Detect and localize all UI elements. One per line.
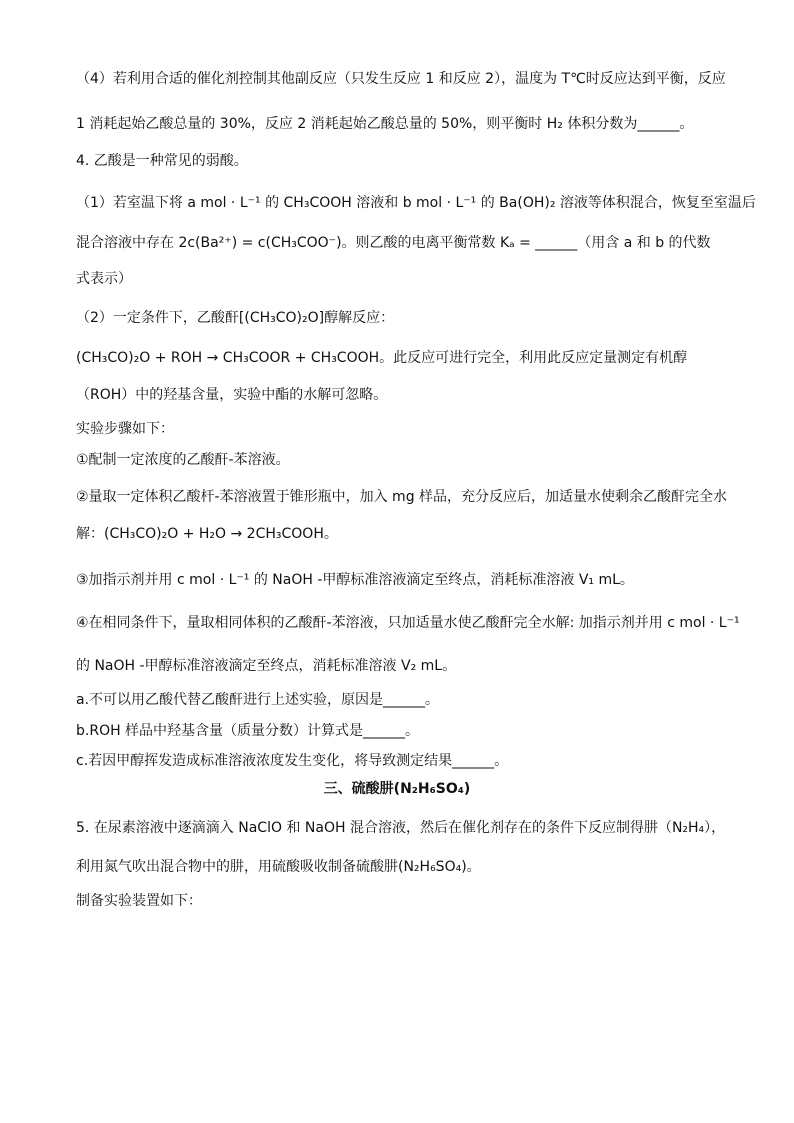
question-4-title: 4. 乙酸是一种常见的弱酸。 <box>76 153 248 169</box>
question-5-line-1: 5. 在尿素溶液中逐滴滴入 NaClO 和 NaOH 混合溶液，然后在催化剂存在的条件下反应制得肼（N₂H₄）， <box>76 820 726 836</box>
q4-1-line-3: 式表示） <box>76 271 132 287</box>
step-1: ①配制一定浓度的乙酸酐-苯溶液。 <box>76 452 290 468</box>
q4-1-line-2: 混合溶液中存在 2c(Ba²⁺) = c(CH₃COO⁻)。则乙酸的电离平衡常数 Kₐ = ______（用含 a 和 b 的代数 <box>76 235 711 251</box>
q4-2-line-1: （2）一定条件下，乙酸酐[(CH₃CO)₂O]醇解反应： <box>76 310 395 326</box>
step-4-line-1: ④在相同条件下，量取相同体积的乙酸酐-苯溶液，只加适量水使乙酸酐完全水解: 加指示剂并用 c mol · L⁻¹ <box>76 615 740 631</box>
sub-question-c: c.若因甲醇挥发造成标准溶液浓度发生变化，将导致测定结果______。 <box>76 753 509 769</box>
sub-question-a: a.不可以用乙酸代替乙酸酐进行上述实验，原因是______。 <box>76 692 440 708</box>
step-2-line-2: 解：(CH₃CO)₂O + H₂O → 2CH₃COOH。 <box>76 526 338 542</box>
q4-line-1: （4）若利用合适的催化剂控制其他副反应（只发生反应 1 和反应 2），温度为 T℃时反应达到平衡，反应 <box>76 71 726 87</box>
step-4-line-2: 的 NaOH -甲醇标准溶液滴定至终点，消耗标准溶液 V₂ mL。 <box>76 658 457 674</box>
q4-line-2: 1 消耗起始乙酸总量的 30%，反应 2 消耗起始乙酸总量的 50%，则平衡时 H₂ 体积分数为______。 <box>76 116 694 132</box>
q4-1-line-1: （1）若室温下将 a mol · L⁻¹ 的 CH₃COOH 溶液和 b mol · L⁻¹ 的 Ba(OH)₂ 溶液等体积混合，恢复至室温后 <box>76 195 756 211</box>
section-heading: 三、硫酸肼(N₂H₆SO₄) <box>323 781 471 797</box>
q4-2-line-3: （ROH）中的羟基含量，实验中酯的水解可忽略。 <box>76 387 388 403</box>
sub-question-b: b.ROH 样品中羟基含量（质量分数）计算式是______。 <box>76 723 420 739</box>
step-2-line-1: ②量取一定体积乙酸杆-苯溶液置于锥形瓶中，加入 mg 样品，充分反应后，加适量水使剩余乙酸酐完全水 <box>76 489 728 505</box>
question-5-line-3: 制备实验装置如下： <box>76 893 202 909</box>
steps-heading: 实验步骤如下： <box>76 421 174 437</box>
question-5-line-2: 利用氮气吹出混合物中的肼，用硫酸吸收制备硫酸肼(N₂H₆SO₄)。 <box>76 859 481 875</box>
step-3: ③加指示剂并用 c mol · L⁻¹ 的 NaOH -甲醇标准溶液滴定至终点，消耗标准溶液 V₁ mL。 <box>76 572 634 588</box>
reaction-equation-line: (CH₃CO)₂O + ROH → CH₃COOR + CH₃COOH。此反应可进行完全，利用此反应定量测定有机醇 <box>76 350 688 366</box>
